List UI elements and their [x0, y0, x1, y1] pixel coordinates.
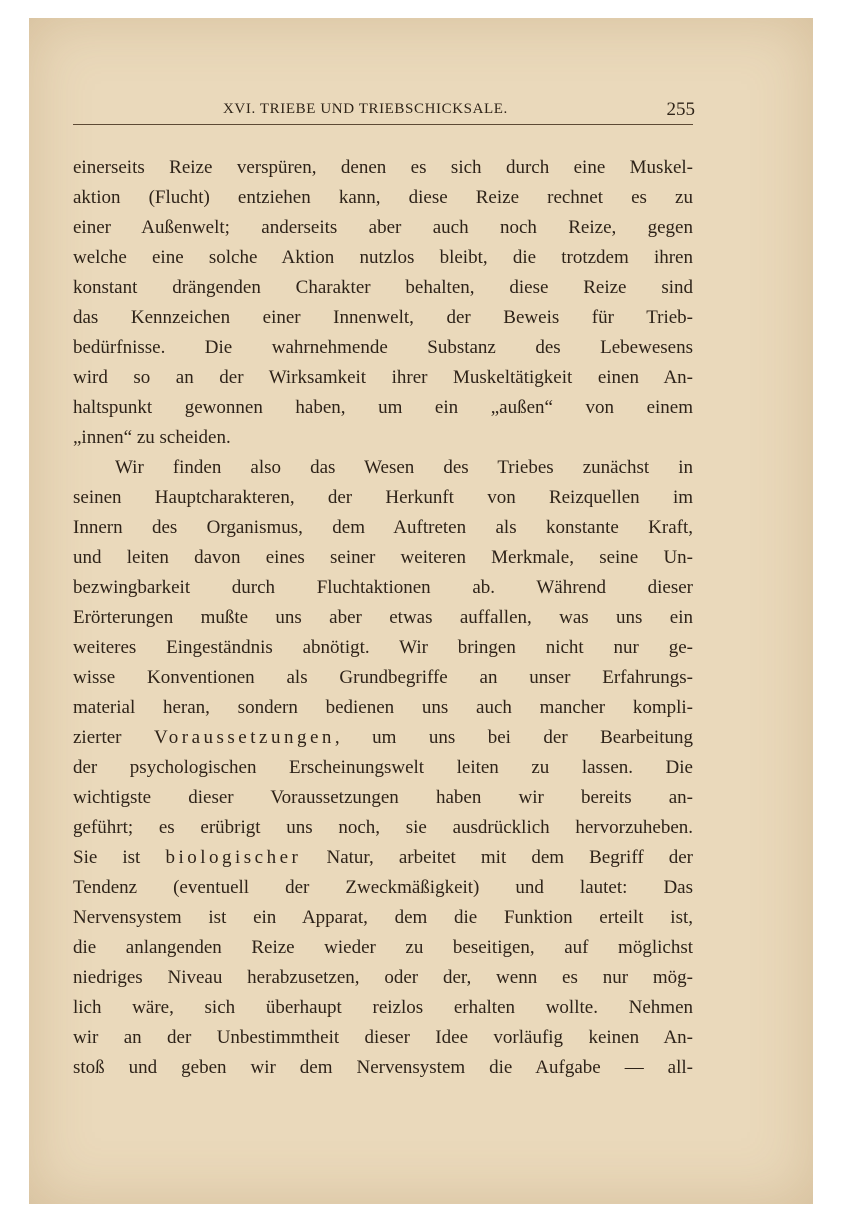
- text-line: [73, 603, 693, 633]
- text-line: [73, 753, 693, 783]
- text-line: [73, 513, 693, 543]
- line-text: Nervensystem ist ein Apparat, dem die Funktion erteilt ist,: [73, 907, 693, 928]
- text-line: [73, 153, 693, 183]
- text-line: [73, 1053, 693, 1083]
- line-text: stoß und geben wir dem Nervensystem die Aufgabe — all-: [73, 1057, 693, 1078]
- body-text: [73, 153, 693, 1083]
- running-title: XVI. TRIEBE UND TRIEBSCHICKSALE.: [223, 101, 508, 117]
- line-text: wir an der Unbestimmtheit dieser Idee vorläufig keinen An-: [73, 1027, 693, 1048]
- text-line: [73, 303, 693, 333]
- text-line: [73, 873, 693, 903]
- page-header: [73, 99, 697, 129]
- text-line: [73, 783, 693, 813]
- text-line: [73, 393, 693, 423]
- line-text: Wir finden also das Wesen des Triebes zunächst in: [115, 457, 693, 478]
- text-line: [73, 453, 693, 483]
- text-line: [73, 693, 693, 723]
- text-line: [73, 933, 693, 963]
- line-text-after: , um uns bei der Bearbeitung: [334, 727, 693, 748]
- text-line: [73, 273, 693, 303]
- line-text: bezwingbarkeit durch Fluchtaktionen ab. Während dieser: [73, 577, 693, 598]
- line-text: weiteres Eingeständnis abnötigt. Wir bringen nicht nur ge-: [73, 637, 693, 658]
- line-text: geführt; es erübrigt uns noch, sie ausdrücklich hervorzuheben.: [73, 817, 693, 838]
- line-text: lich wäre, sich überhaupt reizlos erhalten wollte. Nehmen: [73, 997, 693, 1018]
- text-line: [73, 423, 693, 453]
- line-text: das Kennzeichen einer Innenwelt, der Beweis für Trieb-: [73, 307, 693, 328]
- line-text: aktion (Flucht) entziehen kann, diese Reize rechnet es zu: [73, 187, 693, 208]
- line-text: zierter: [73, 727, 154, 748]
- line-text: Sie ist: [73, 847, 166, 868]
- header-rule: [73, 124, 693, 125]
- line-text: und leiten davon eines seiner weiteren Merkmale, seine Un-: [73, 547, 693, 568]
- line-text: material heran, sondern bedienen uns auch mancher kompli-: [73, 697, 693, 718]
- text-line: [73, 543, 693, 573]
- text-line: [73, 843, 693, 873]
- text-line: [73, 483, 693, 513]
- line-text: niedriges Niveau herabzusetzen, oder der, wenn es nur mög-: [73, 967, 693, 988]
- line-text: einer Außenwelt; anderseits aber auch noch Reize, gegen: [73, 217, 693, 238]
- line-text-after: Natur, arbeitet mit dem Begriff der: [301, 847, 694, 868]
- text-line: [73, 993, 693, 1023]
- text-line: [73, 183, 693, 213]
- line-text: „innen“ zu scheiden.: [73, 427, 231, 448]
- text-line: [73, 333, 693, 363]
- page-number: 255: [666, 99, 695, 120]
- spaced-emphasis: biologischer: [165, 847, 302, 868]
- text-line: [73, 243, 693, 273]
- line-text: wichtigste dieser Voraussetzungen haben wir bereits an-: [73, 787, 693, 808]
- line-text: Innern des Organismus, dem Auftreten als konstante Kraft,: [73, 517, 693, 538]
- line-text: haltspunkt gewonnen haben, um ein „außen“ von einem: [73, 397, 693, 418]
- text-line: [73, 1023, 693, 1053]
- line-text: der psychologischen Erscheinungswelt leiten zu lassen. Die: [73, 757, 693, 778]
- line-text: welche eine solche Aktion nutzlos bleibt, die trotzdem ihren: [73, 247, 693, 268]
- text-line: [73, 573, 693, 603]
- line-text: einerseits Reize verspüren, denen es sich durch eine Muskel-: [73, 157, 693, 178]
- text-line: [73, 903, 693, 933]
- text-line: [73, 213, 693, 243]
- text-line: [73, 363, 693, 393]
- line-text: konstant drängenden Charakter behalten, diese Reize sind: [73, 277, 693, 298]
- line-text: Erörterungen mußte uns aber etwas auffallen, was uns ein: [73, 607, 693, 628]
- line-text: wird so an der Wirksamkeit ihrer Muskeltätigkeit einen An-: [73, 367, 693, 388]
- line-text: wisse Konventionen als Grundbegriffe an unser Erfahrungs-: [73, 667, 693, 688]
- line-text: Tendenz (eventuell der Zweckmäßigkeit) und lautet: Das: [73, 877, 693, 898]
- line-text: bedürfnisse. Die wahrnehmende Substanz des Lebewesens: [73, 337, 693, 358]
- text-line: [73, 813, 693, 843]
- line-text: seinen Hauptcharakteren, der Herkunft von Reizquellen im: [73, 487, 693, 508]
- text-line: [73, 723, 693, 753]
- text-line: [73, 663, 693, 693]
- text-line: [73, 633, 693, 663]
- text-line: [73, 963, 693, 993]
- line-text: die anlangenden Reize wieder zu beseitigen, auf möglichst: [73, 937, 693, 958]
- spaced-emphasis: Voraussetzungen: [153, 727, 335, 748]
